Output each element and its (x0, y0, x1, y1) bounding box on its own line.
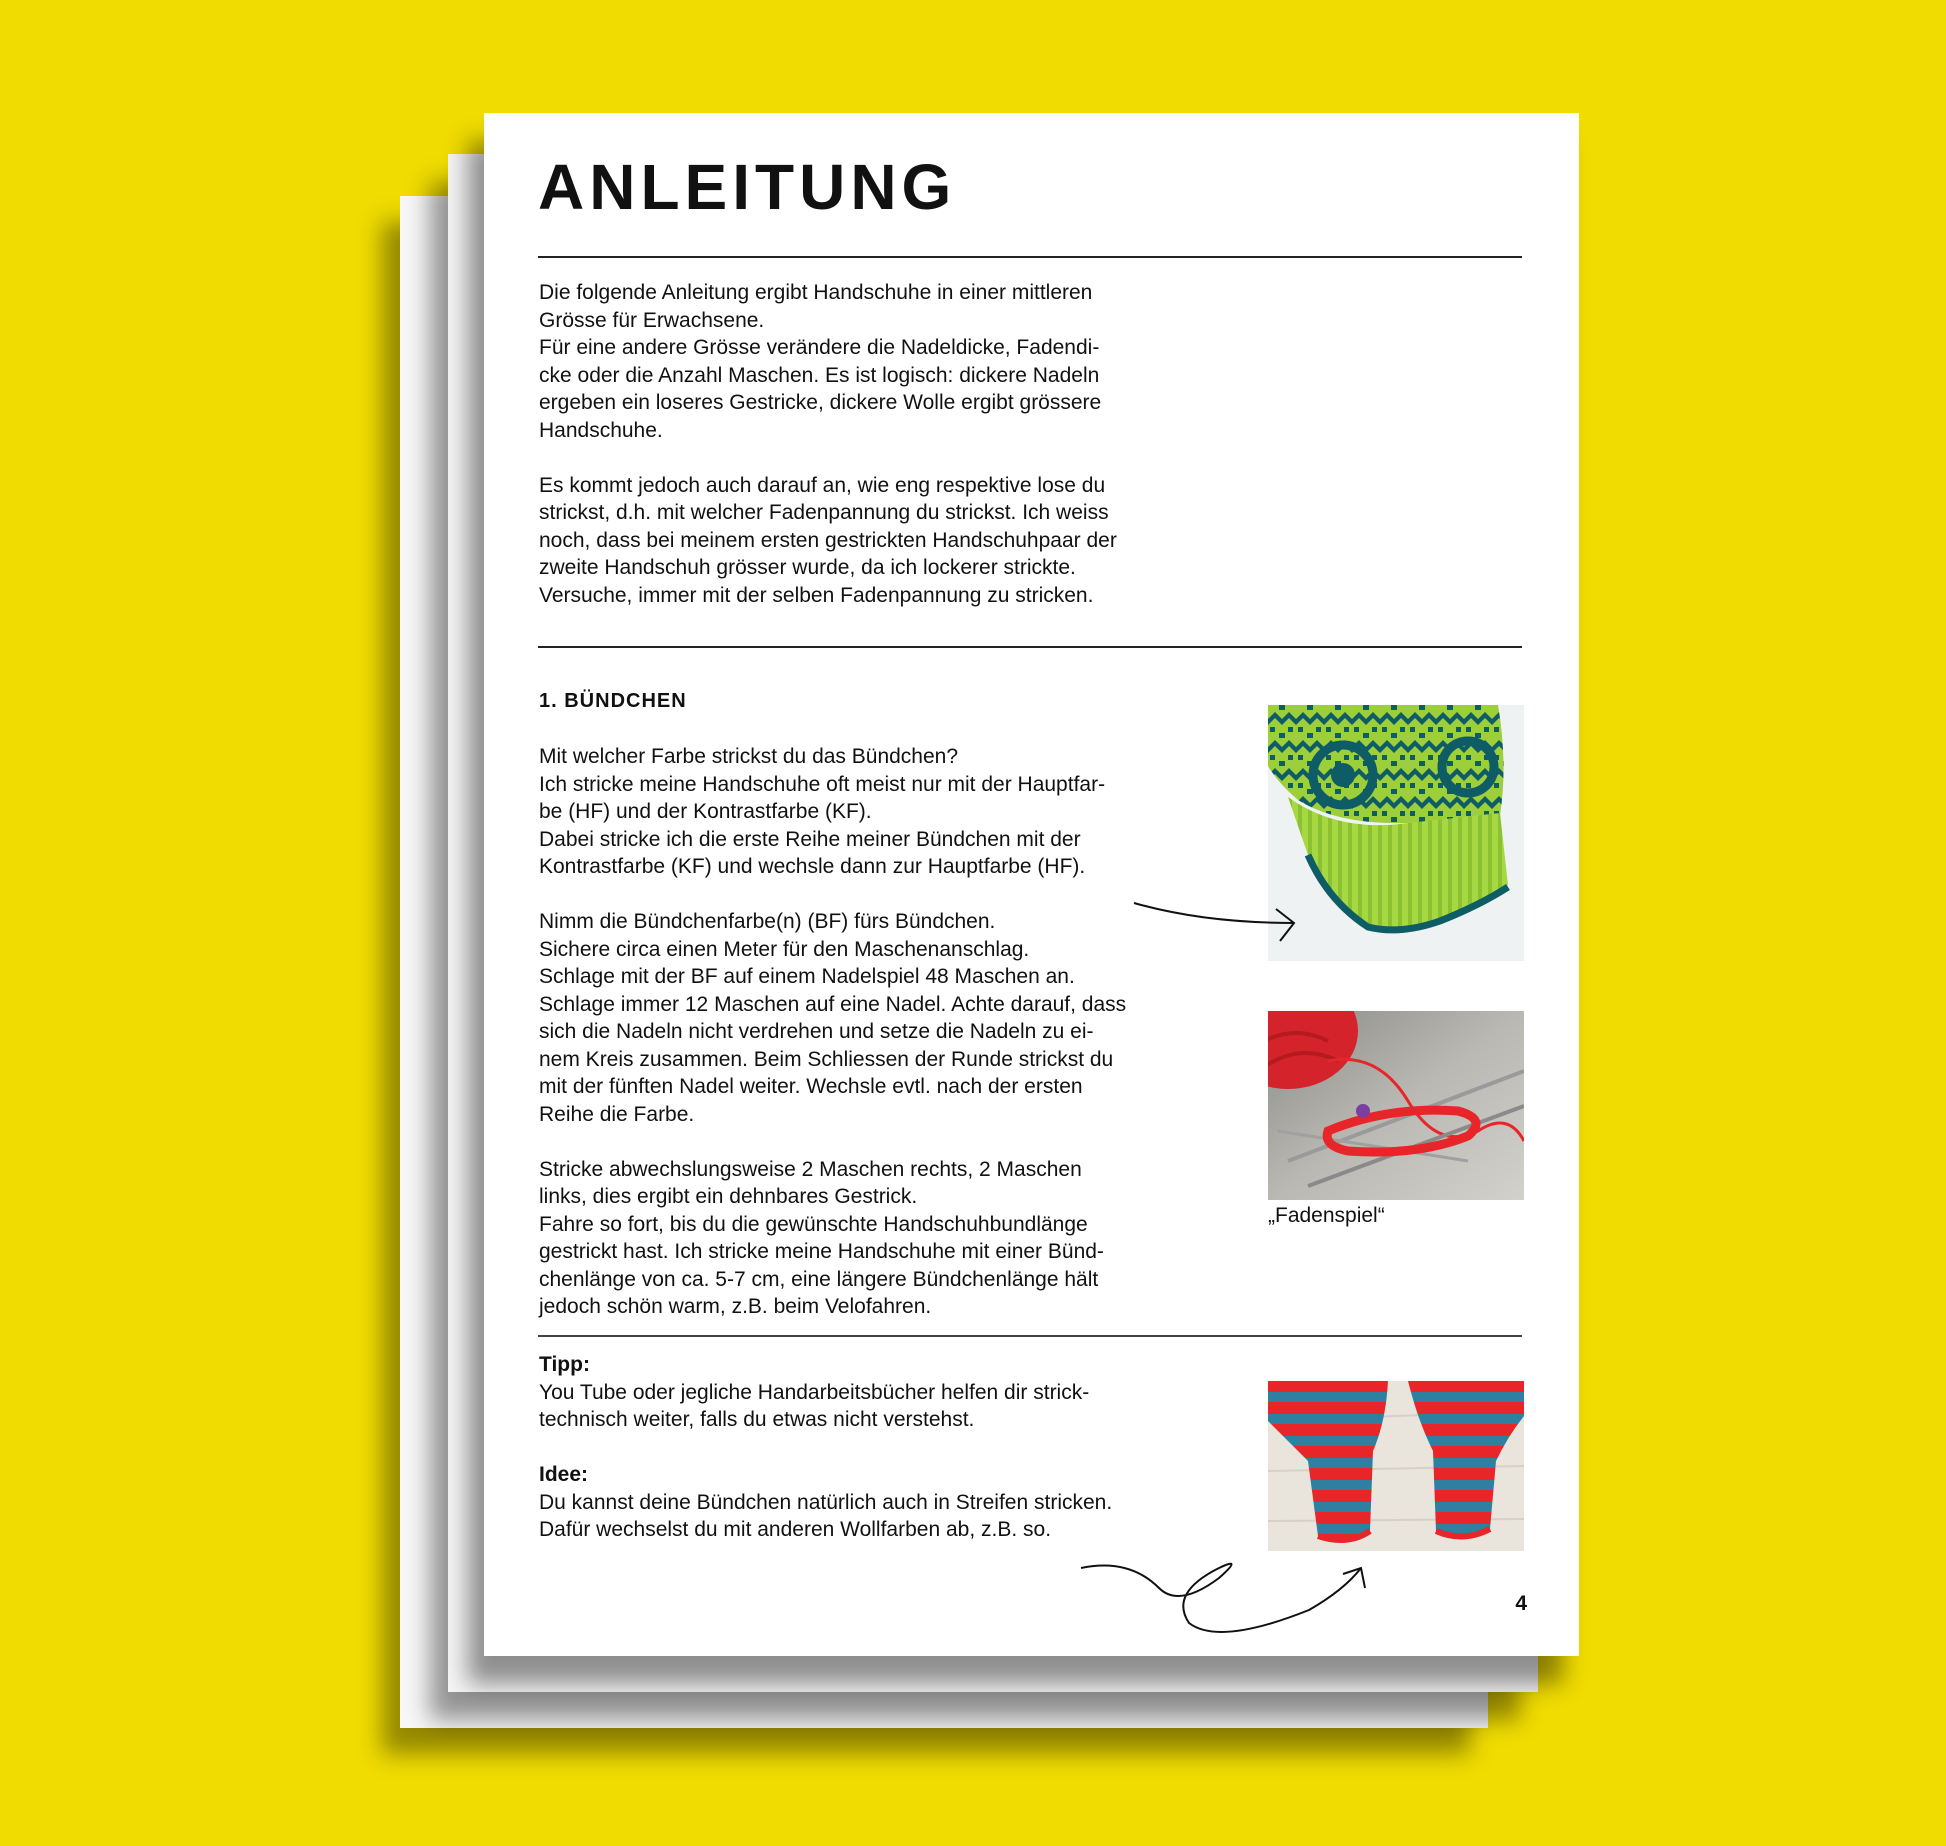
title-divider (538, 256, 1522, 258)
needles-photo (1268, 1011, 1524, 1200)
section1-p3-line: chenlänge von ca. 5-7 cm, eine längere Bündchenlänge hält (539, 1267, 1099, 1291)
section1-p2-line: Schlage mit der BF auf einem Nadelspiel 48 Maschen an. (539, 965, 1075, 988)
intro-p2-line: Versuche, immer mit der selben Fadenpannung zu stricken. (539, 583, 1094, 607)
page-title: ANLEITUNG (538, 151, 957, 223)
tips-text (539, 1351, 1112, 1544)
section1-p2-line: mit der fünften Nadel weiter. Wechsle evtl. nach der ersten (539, 1075, 1083, 1098)
page-number: 4 (1515, 1592, 1527, 1615)
intro-p2-line: noch, dass bei meinem ersten gestrickten Handschuhpaar der (539, 528, 1117, 552)
section1-p1-line: Dabei stricke ich die erste Reihe meiner Bündchen mit der (539, 827, 1081, 851)
section1-p2-line: Sichere circa einen Meter für den Maschenanschlag. (539, 937, 1030, 961)
section1-p2-line: Schlage immer 12 Maschen auf eine Nadel. Achte darauf, dass (539, 992, 1127, 1016)
idea-line: Du kannst deine Bündchen natürlich auch in Streifen stricken. (539, 1490, 1113, 1514)
intro-p1-line: cke oder die Anzahl Maschen. Es ist logisch: dickere Nadeln (539, 363, 1100, 387)
section1-p3-line: jedoch schön warm, z.B. beim Velofahren. (539, 1295, 932, 1318)
intro-p1-line: Grösse für Erwachsene. (539, 308, 765, 332)
intro-p2-line: strickst, d.h. mit welcher Fadenpannung du strickst. Ich weiss (539, 501, 1109, 524)
section1-p3-line: Stricke abwechslungsweise 2 Maschen rechts, 2 Maschen (539, 1157, 1082, 1181)
idea-line: Dafür wechselst du mit anderen Wollfarben ab, z.B. so. (539, 1518, 1052, 1541)
intro-p1-line: Die folgende Anleitung ergibt Handschuhe in einer mittleren (539, 281, 1093, 304)
section1-p1-line: Kontrastfarbe (KF) und wechsle dann zur Hauptfarbe (HF). (539, 855, 1086, 878)
section1-p1-line: Ich stricke meine Handschuhe oft meist nur mit der Hauptfar- (539, 772, 1106, 796)
section1-p3-line: Fahre so fort, bis du die gewünschte Handschuhbundlänge (539, 1212, 1088, 1236)
tips-divider (538, 1335, 1522, 1337)
section1-p1-line: be (HF) und der Kontrastfarbe (KF). (539, 800, 872, 823)
document-page (484, 113, 1579, 1656)
tip-line: technisch weiter, falls du etwas nicht verstehst. (539, 1408, 975, 1431)
section1-p2-line: Nimm die Bündchenfarbe(n) (BF) fürs Bündchen. (539, 910, 996, 933)
tip-line: You Tube oder jegliche Handarbeitsbücher helfen dir strick- (539, 1380, 1090, 1404)
arrow-to-stripes-icon (1069, 1538, 1389, 1658)
section1-p2-line: nem Kreis zusammen. Beim Schliessen der Runde strickst du (539, 1047, 1114, 1071)
tip-label: Tipp: (539, 1353, 590, 1376)
intro-p2-line: Es kommt jedoch auch darauf an, wie eng respektive lose du (539, 473, 1106, 497)
intro-p1-line: Für eine andere Grösse verändere die Nadeldicke, Fadendi- (539, 336, 1100, 359)
section1-p3-line: links, dies ergibt ein dehnbares Gestrick. (539, 1185, 918, 1208)
intro-text (539, 279, 1117, 609)
intro-p1-line: ergeben ein loseres Gestricke, dickere Wolle ergibt grössere (539, 391, 1102, 414)
section1-text (539, 743, 1126, 1321)
section-heading-buendchen: 1. BÜNDCHEN (539, 690, 687, 712)
arrow-to-mitten-icon (1124, 883, 1324, 973)
idea-label: Idee: (539, 1463, 589, 1486)
striped-cuffs-photo (1268, 1381, 1524, 1551)
intro-p1-line: Handschuhe. (539, 418, 663, 442)
section1-p3-line: gestrickt hast. Ich stricke meine Handschuhe mit einer Bünd- (539, 1240, 1104, 1263)
section1-p1-line: Mit welcher Farbe strickst du das Bündchen? (539, 745, 959, 768)
intro-p2-line: zweite Handschuh grösser wurde, da ich lockerer strickte. (539, 556, 1076, 579)
needles-photo-caption: „Fadenspiel“ (1268, 1204, 1385, 1227)
section1-p2-line: sich die Nadeln nicht verdrehen und setze die Nadeln zu ei- (539, 1020, 1094, 1043)
intro-divider (538, 646, 1522, 648)
section1-p2-line: Reihe die Farbe. (539, 1102, 695, 1126)
